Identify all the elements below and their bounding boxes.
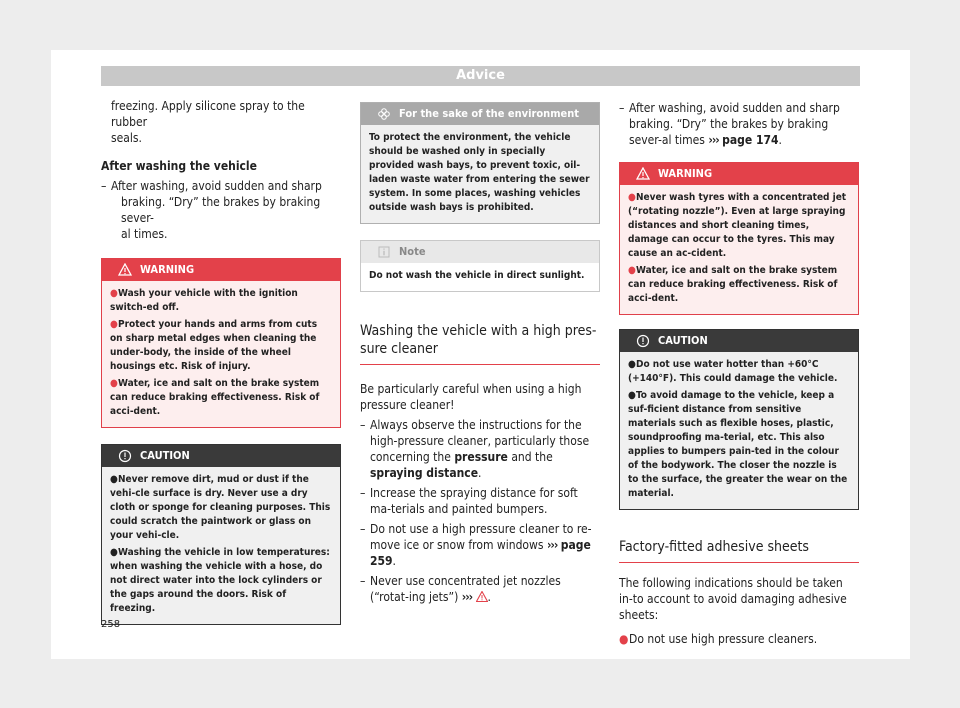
note-box — [360, 240, 600, 292]
caution-header — [620, 330, 858, 352]
caution-item: ●Never remove dirt, mud or dust if the vehi-cle surface is dry. Never use a dry cloth or sponge for cleaning purposes. This could scratch the paintwork or glass on your vehi-cle. — [110, 474, 331, 541]
warning-header — [102, 259, 340, 281]
caution-item: ●Do not use water hotter than +60°C (+140°F). This could damage the vehicle. — [628, 359, 838, 384]
caution-item: ●To avoid damage to the vehicle, keep a suf-ficient distance from sensitive materials such as flexible hoses, plastic, soundproofing ma-terial, etc. This also applies to bumpers pain-ted in the colour of the bodywork. The closer the nozzle is to the surface, the greater the wear on the material. — [628, 390, 848, 499]
intro-text: freezing. Apply silicone spray to the rubber seals. — [111, 99, 305, 145]
intro-text: The following indications should be taken in-to account to avoid damaging adhesive sheets: — [619, 576, 847, 622]
list-item: – After washing, avoid sudden and sharp braking. “Dry” the brakes by braking sever- al times. — [101, 179, 322, 241]
flower-icon — [377, 107, 391, 121]
exclamation-circle-icon — [636, 334, 650, 348]
warning-title: WARNING — [658, 167, 713, 180]
list-item: – After washing, avoid sudden and sharp braking. “Dry” the brakes by braking sever-al times ››› page 174. — [619, 101, 840, 147]
list-item: – Do not use a high pressure cleaner to re-move ice or snow from windows ››› page 259. — [360, 522, 592, 568]
warning-item: ●Never wash tyres with a concentrated jet (“rotating nozzle”). Even at large spraying distances and short cleaning times, damage can occur to the tyres. This may cause an ac-cident. — [628, 192, 847, 259]
warning-item: ●Water, ice and salt on the brake system can reduce braking effectiveness. Risk of acci-dent. — [110, 378, 320, 417]
section-title: Factory-fitted adhesive sheets — [619, 538, 859, 563]
page-link[interactable]: page 174 — [722, 133, 779, 147]
list-item: – Always observe the instructions for the high-pressure cleaner, particularly those concerning the pressure and the spraying distance. — [360, 418, 590, 480]
warning-item: ●Water, ice and salt on the brake system can reduce braking effectiveness. Risk of acci-dent. — [628, 265, 838, 304]
info-icon — [377, 245, 391, 259]
caution-title: CAUTION — [140, 449, 190, 462]
environment-box — [360, 102, 600, 224]
column-1 — [101, 98, 341, 625]
note-title: Note — [399, 245, 426, 258]
warning-item: ●Wash your vehicle with the ignition switch-ed off. — [110, 288, 298, 313]
warning-triangle-icon — [476, 591, 488, 602]
section-header: Advice — [101, 66, 860, 86]
list-item: – Increase the spraying distance for soft ma-terials and painted bumpers. — [360, 486, 578, 516]
warning-triangle-icon — [118, 263, 132, 277]
environment-title: For the sake of the environment — [399, 107, 580, 120]
environment-text: To protect the environment, the vehicle should be washed only in specially provided wash bays, to prevent toxic, oil-laden waste water from entering the sewer system. In some places, washing vehicles outside wash bays is prohibited. — [369, 132, 590, 213]
caution-title: CAUTION — [658, 334, 708, 347]
list-item: – Never use concentrated jet nozzles (“rotat-ing jets”) ››› . — [360, 574, 561, 604]
page-number: 258 — [101, 619, 121, 630]
warning-triangle-icon — [636, 167, 650, 181]
note-text: Do not wash the vehicle in direct sunlight. — [369, 270, 585, 281]
environment-header — [361, 103, 599, 125]
list-item: ●Do not use high pressure cleaners. — [619, 632, 818, 646]
exclamation-circle-icon — [118, 449, 132, 463]
column-2 — [360, 98, 600, 605]
caution-item: ●Washing the vehicle in low temperatures: when washing the vehicle with a hose, do not direct water into the lock cylinders or the gaps around the doors. Risk of freezing. — [110, 547, 330, 614]
page-link[interactable]: page 259 — [370, 538, 591, 568]
caution-box — [101, 444, 341, 625]
column-3 — [619, 98, 859, 647]
warning-title: WARNING — [140, 263, 195, 276]
section-title: Washing the vehicle with a high pres-sure cleaner — [360, 322, 600, 365]
warning-box — [619, 162, 859, 315]
intro-text: Be particularly careful when using a high pressure cleaner! — [360, 382, 582, 412]
warning-item: ●Protect your hands and arms from cuts on sharp metal edges when cleaning the under-body, the inside of the wheel housings etc. Risk of injury. — [110, 319, 318, 372]
caution-box — [619, 329, 859, 510]
warning-box — [101, 258, 341, 428]
warning-header — [620, 163, 858, 185]
note-header — [361, 241, 599, 263]
caution-header — [102, 445, 340, 467]
subheading: After washing the vehicle — [101, 159, 257, 173]
